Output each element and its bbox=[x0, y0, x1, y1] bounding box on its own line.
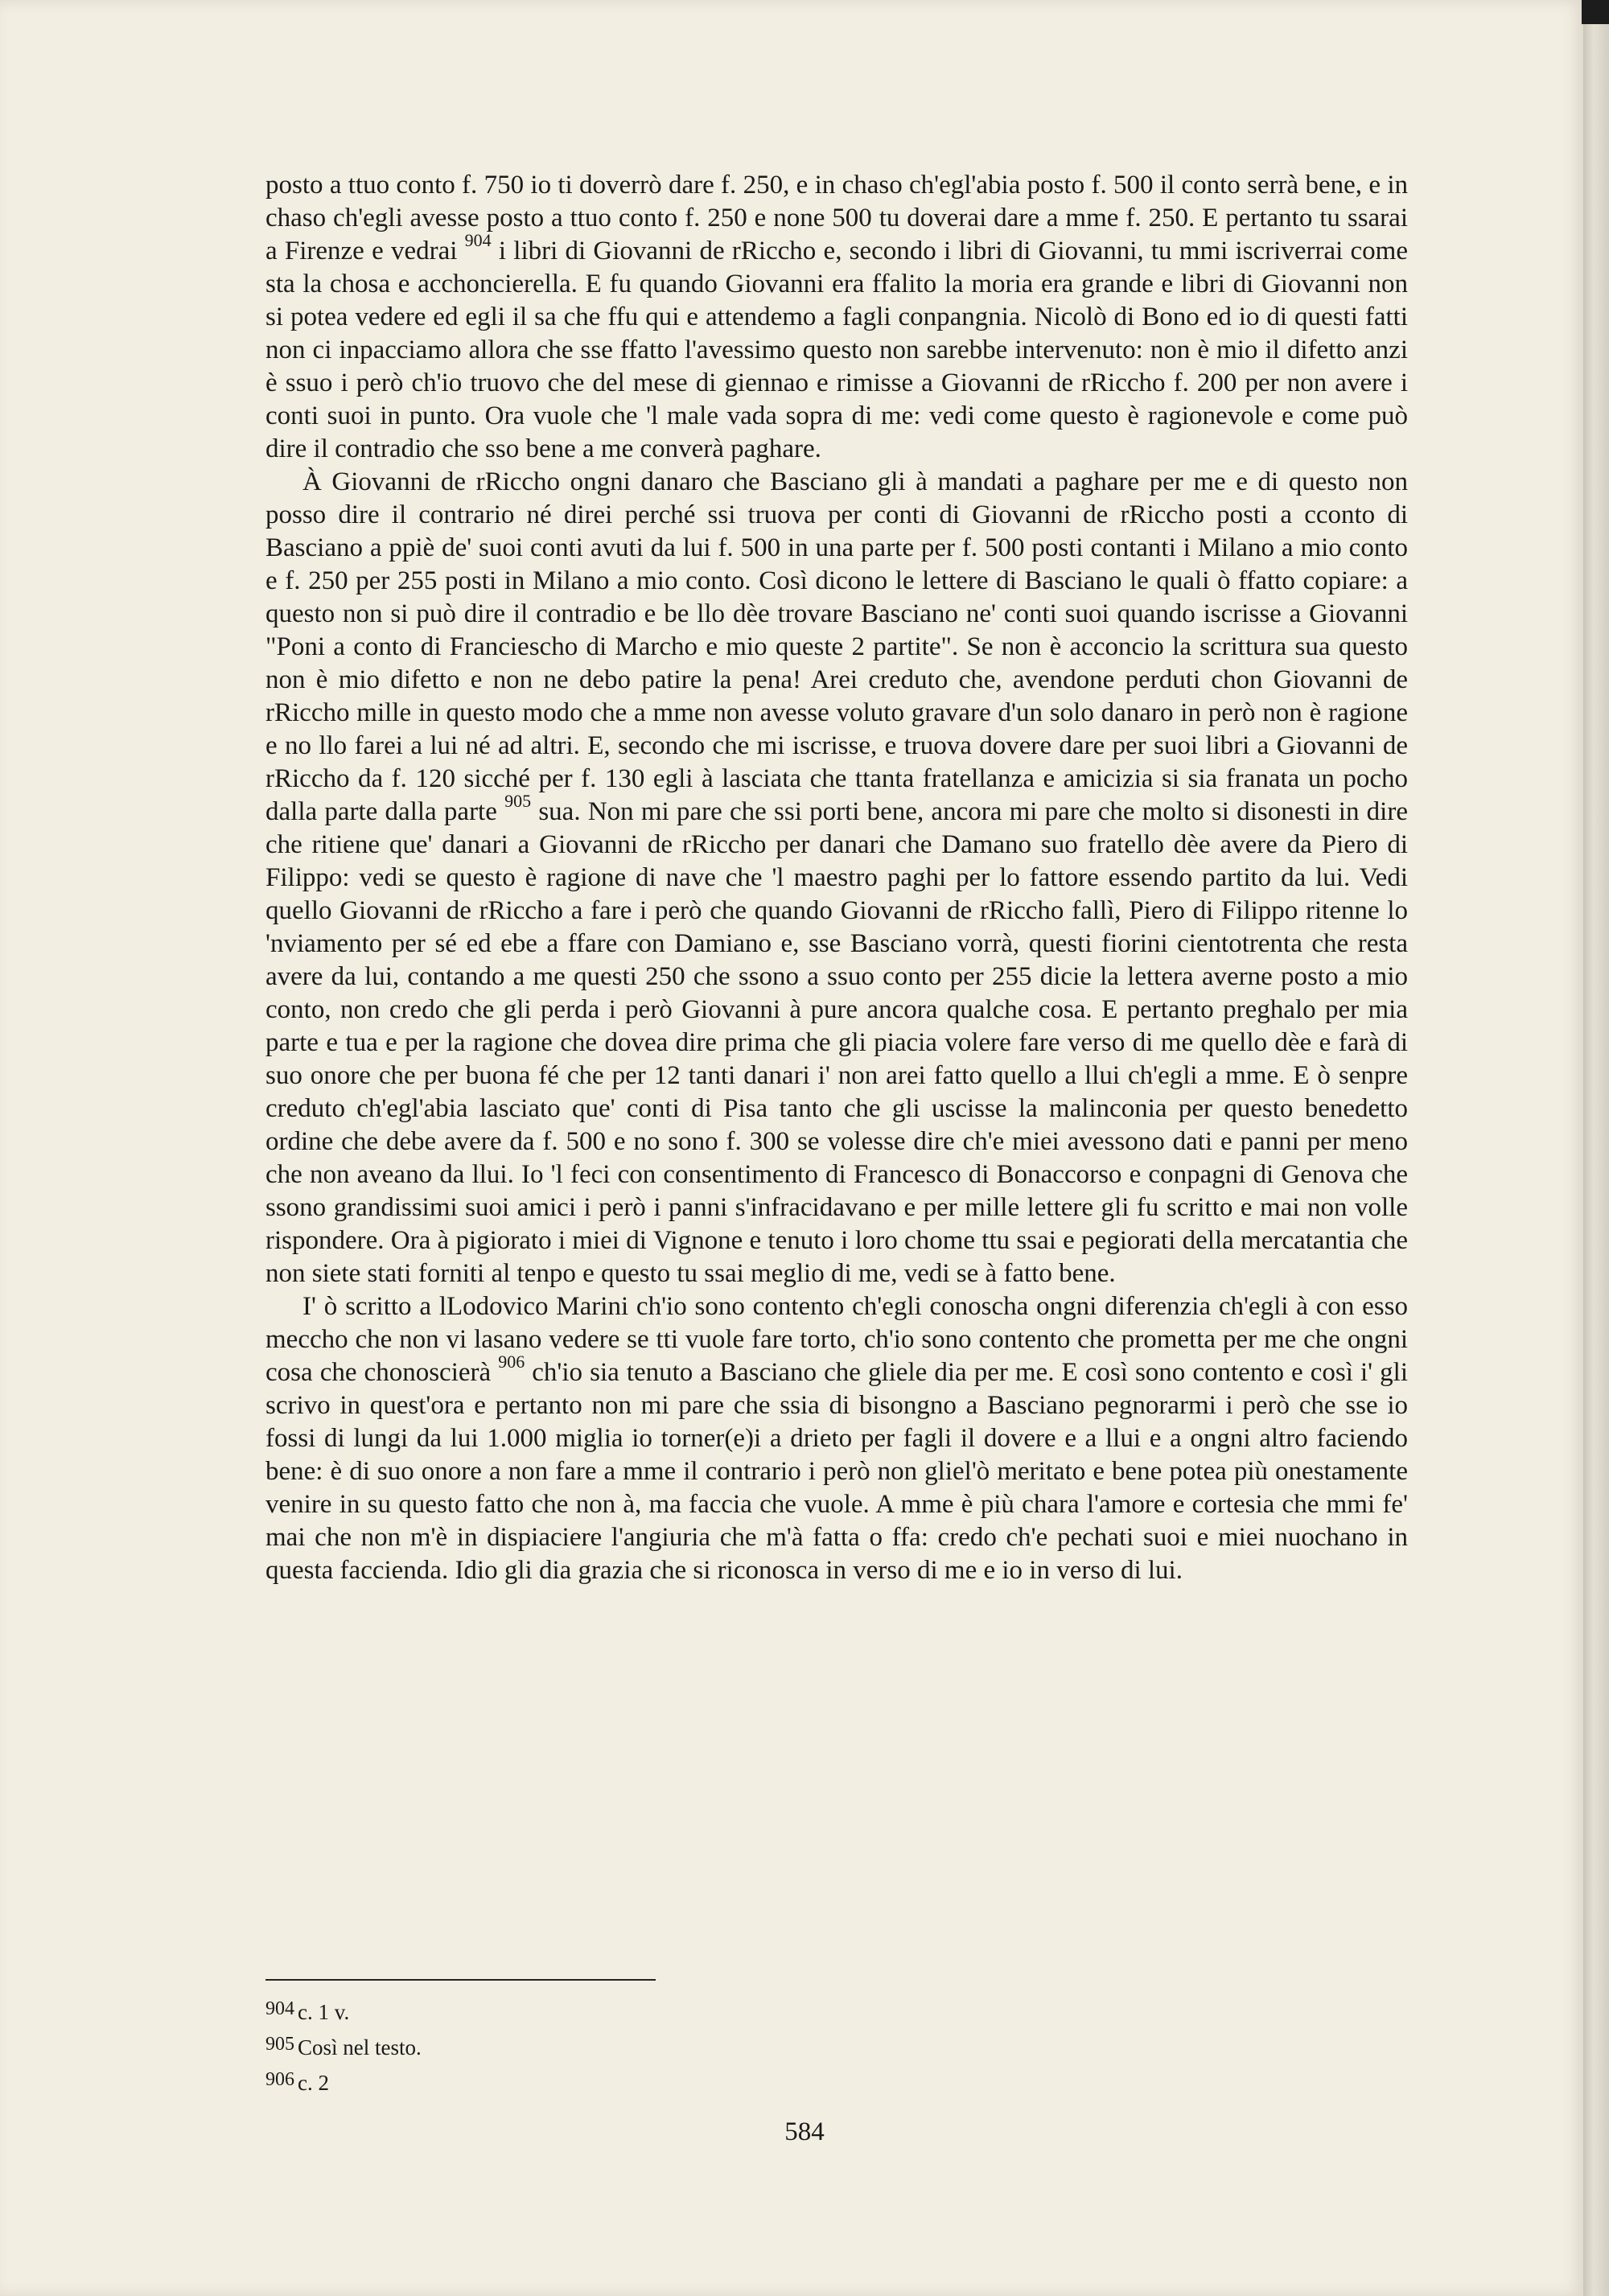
paragraph-3-text-a: I' ò scritto a lLodovico Marini ch'io sono contento ch'egli conoscha ongni diferenzia ch'egli à con esso meccho che non vi lasano vedere se tti vuole fare torto, ch'io sono contento che prometta per me che ongni cosa che chonoscierà bbox=[265, 1292, 1408, 1387]
paragraph-2-text-b: sua. Non mi pare che ssi porti bene, ancora mi pare che molto si disonesti in dire che ritiene que' danari a Giovanni de rRiccho per danari che Damano suo fratello dèe avere da Piero di Filippo: vedi se questo è ragione di nave che 'l maestro paghi per lo fattore essendo partito da lui. Vedi quello Giovanni de rRiccho a fare i però che quando Giovanni de rRiccho fallì, Piero di Filippo ritenne lo 'nviamento per sé ed ebe a ffare con Damiano e, sse Basciano vorrà, questi fiorini cientotrenta che resta avere da lui, contando a me questi 250 che ssono a ssuo conto per 255 dicie la lettera averne posto a mio conto, non credo che gli perda i però Giovanni à pure ancora qualche cosa. E pertanto preghalo per mia parte e tua e per la ragione che dovea dire prima che gli piacia volere fare verso di me quello dèe e farà di suo onore che per buona fé che per 12 tanti danari i' non arei fatto quello a llui ch'egli a mme. E ò senpre creduto ch'egl'abia lasciato que' conti di Pisa tanto che gli uscisse la malinconia per questo benedetto ordine che debe avere da f. 500 e no sono f. 300 se volesse dire ch'e miei avessono dati e panni per meno che non aveano da llui. Io 'l feci con consentimento di Francesco di Bonaccorso e conpagni di Genova che ssono grandissimi suoi amici i però i panni s'infracidavano e per mille lettere gli fu scritto e mai non volle rispondere. Ora à pigiorato i miei di Vignone e tenuto i loro chome ttu ssai e pegiorati della mercatantia che non siete stati forniti al tenpo e questo tu ssai meglio di me, vedi se à fatto bene. bbox=[265, 797, 1408, 1288]
paragraph-1-text-a: posto a ttuo conto f. 750 io ti doverrò dare f. 250, e in chaso ch'egl'abia posto f. 500 il conto serrà bene, e in chaso ch'egli avesse posto a ttuo conto f. 250 e none 500 tu doverai dare a mme f. 250. E pertanto tu ssarai a Firenze e vedrai bbox=[265, 171, 1408, 265]
footnote-904 bbox=[265, 1995, 909, 2031]
footnote-number: 906 bbox=[265, 2069, 294, 2090]
footnote-separator bbox=[265, 1979, 656, 1981]
footnote-text: c. 1 v. bbox=[298, 2000, 350, 2024]
footnote-text: c. 2 bbox=[298, 2071, 329, 2095]
paragraph-2-text-a: À Giovanni de rRiccho ongni danaro che Basciano gli à mandati a paghare per me e di questo non posso dire il contrario né direi perché ssi truova per conti di Giovanni de rRiccho posti a cconto di Basciano a ppiè de' suoi conti avuti da lui f. 500 in una parte per f. 500 posti contanti i Milano a mio conto e f. 250 per 255 posti in Milano a mio conto. Così dicono le lettere di Basciano le quali ò ffatto copiare: a questo non si può dire il contradio e be llo dèe trovare Basciano ne' conti suoi quando iscrisse a Giovanni "Poni a conto di Franciescho di Marcho e mio queste 2 partite". Se non è acconcio la scrittura sua questo non è mio difetto e non ne debo patire la pena! Arei creduto che, avendone perduti chon Giovanni de rRiccho mille in questo modo che a mme non avesse voluto gravare d'un solo danaro in però non è ragione e no llo farei a lui né ad altri. E, secondo che mi iscrisse, e truova dovere dare per suoi libri a Giovanni de rRiccho da f. 120 sicché per f. 130 egli à lasciata che ttanta fratellanza e amicizia si sia franata un pocho dalla parte dalla parte bbox=[265, 467, 1408, 826]
footnote-905 bbox=[265, 2031, 909, 2066]
page-number: 584 bbox=[784, 2117, 825, 2146]
footnote-ref-906[interactable]: 906 bbox=[498, 1352, 525, 1372]
footnote-906 bbox=[265, 2066, 909, 2101]
book-spine-edge bbox=[1583, 0, 1609, 2296]
footnote-number: 904 bbox=[265, 1998, 294, 2019]
paragraph-2 bbox=[265, 466, 1408, 1290]
footnote-number: 905 bbox=[265, 2034, 294, 2055]
paragraph-3 bbox=[265, 1290, 1408, 1587]
paragraph-3-text-b: ch'io sia tenuto a Basciano che gliele dia per me. E così sono contento e così i' gli scrivo in quest'ora e pertanto non mi pare che ssia di bisongno a Basciano pegnorarmi i però che sse io fossi di lungi da lui 1.000 miglia io torner(e)i a drieto per fagli il dovere e a llui e a ongni altro faciendo bene: è di suo onore a non fare a mme il contrario i però non gliel'ò meritato e bene potea più onestamente venire in su questo fatto che non à, ma faccia che vuole. A mme è più chara l'amore e cortesia che mmi fe' mai che non m'è in dispiaciere l'angiuria che m'à fatta o ffa: credo ch'e pechati suoi e miei nuochano in questa faccienda. Idio gli dia grazia che si riconosca in verso di me e io in verso di lui. bbox=[265, 1358, 1408, 1585]
footnote-ref-904[interactable]: 904 bbox=[464, 230, 492, 250]
footnote-text: Così nel testo. bbox=[298, 2035, 422, 2059]
footnotes bbox=[265, 1995, 909, 2101]
main-text-body bbox=[265, 169, 1408, 1587]
paragraph-1 bbox=[265, 169, 1408, 466]
footnote-ref-905[interactable]: 905 bbox=[504, 791, 532, 811]
scan-corner bbox=[1582, 0, 1609, 24]
paragraph-1-text-b: i libri di Giovanni de rRiccho e, secondo i libri di Giovanni, tu mmi iscriverrai come sta la chosa e acchoncierella. E fu quando Giovanni era ffalito la moria era grande e libri di Giovanni non si potea vedere ed egli il sa che ffu qui e attendemo a fagli conpangnia. Nicolò di Bono ed io di questi fatti non ci inpacciamo allora che sse ffatto l'avessimo questo non sarebbe intervenuto: non è mio il difetto anzi è ssuo i però ch'io truovo che del mese di giennao e rimisse a Giovanni de rRiccho f. 200 per non avere i conti suoi in punto. Ora vuole che 'l male vada sopra di me: vedi come questo è ragionevole e come può dire il contradio che sso bene a me converà paghare. bbox=[265, 237, 1408, 463]
